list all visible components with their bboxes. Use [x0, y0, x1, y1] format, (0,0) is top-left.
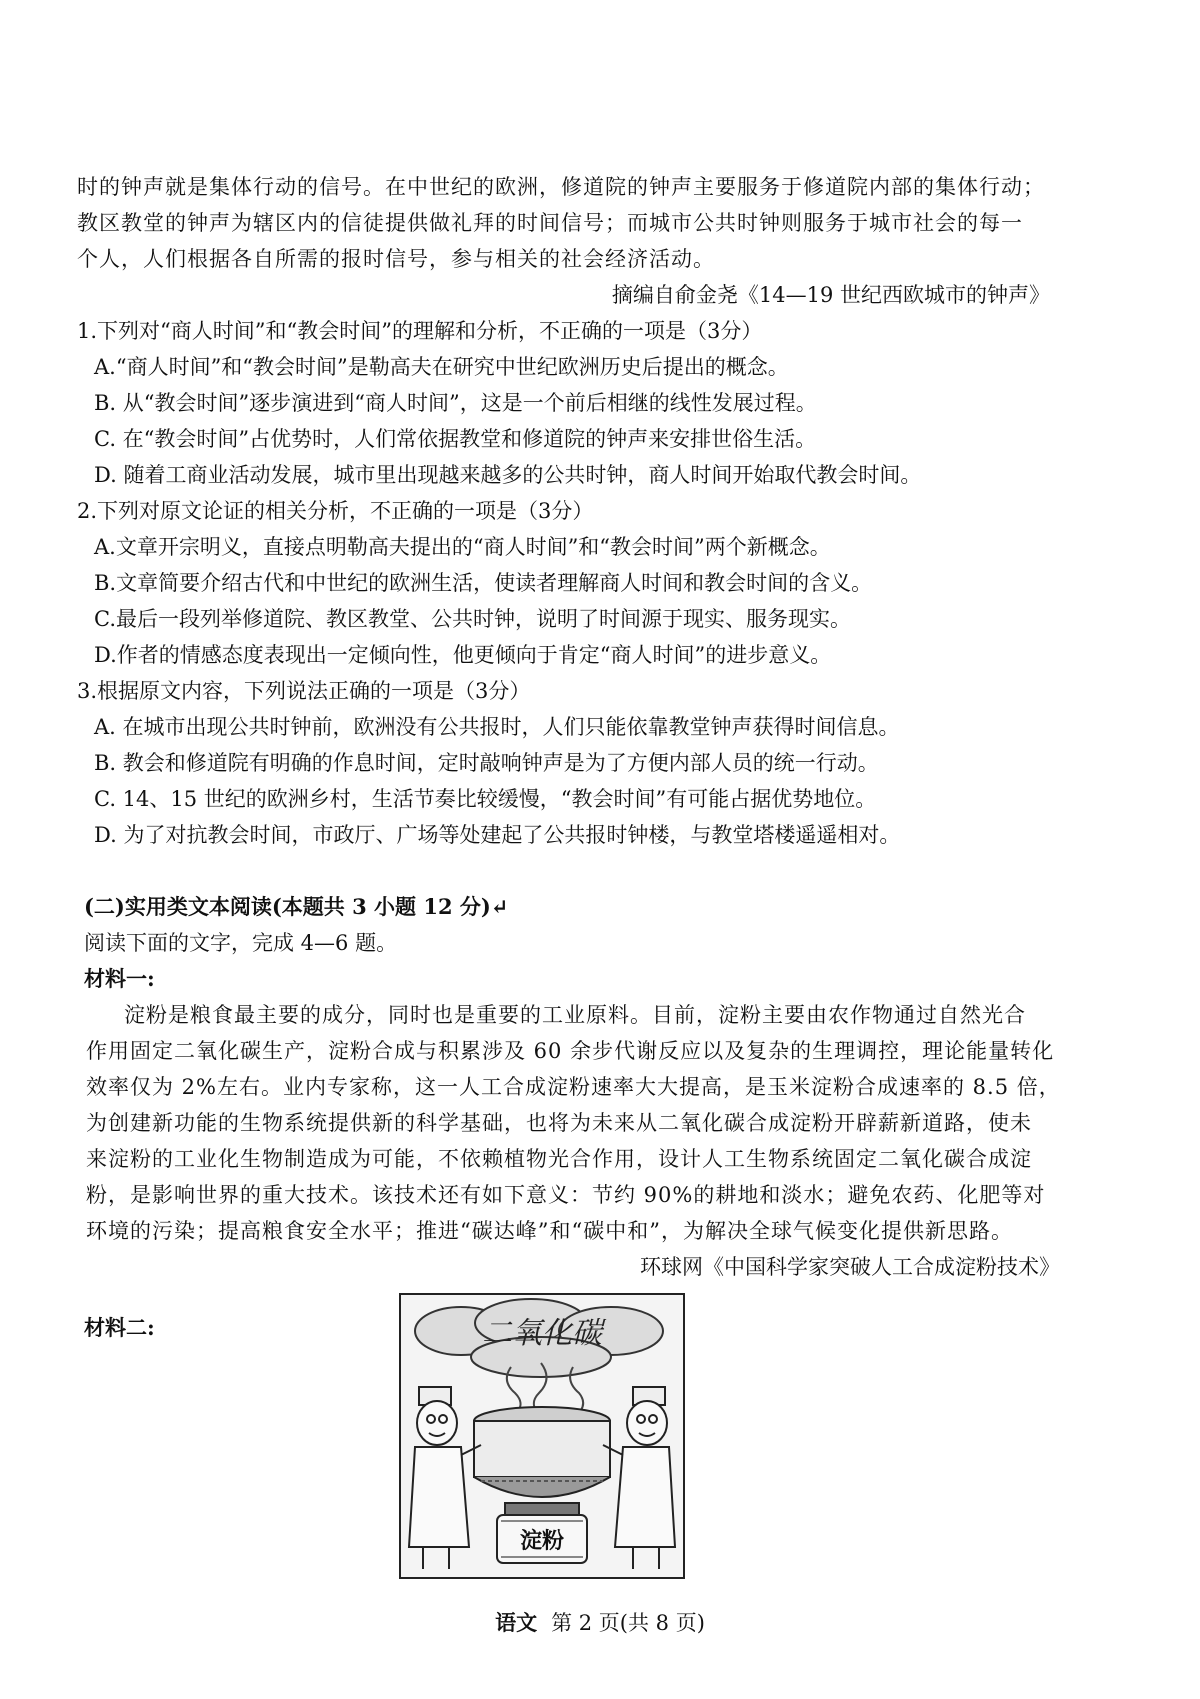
question-2-option-b: B.文章简要介绍古代和中世纪的欧洲生活，使读者理解商人时间和教会时间的含义。: [94, 571, 873, 595]
question-2-option-c: C.最后一段列举修道院、教区教堂、公共时钟，说明了时间源于现实、服务现实。: [94, 607, 851, 631]
passage1-source: 摘编自俞金尧《14—19 世纪西欧城市的钟声》: [611, 283, 1050, 307]
material1-label: 材料一:: [84, 966, 155, 991]
question-3-option-a: A. 在城市出现公共时钟前，欧洲没有公共报时，人们只能依靠教堂钟声获得时间信息。: [94, 715, 900, 739]
cartoon-co2-label: 二氧化碳: [482, 1316, 602, 1351]
cartoon-illustration: [399, 1293, 685, 1579]
material1-source: 环球网《中国科学家突破人工合成淀粉技术》: [640, 1255, 1060, 1279]
footer-page-number: 第 2 页(共 8 页): [551, 1611, 705, 1635]
material1-line: 为创建新功能的生物系统提供新的科学基础，也将为未来从二氧化碳合成淀粉开辟薪新道路，使未: [86, 1111, 1032, 1135]
passage1-line: 教区教堂的钟声为辖区内的信徒提供做礼拜的时间信号；而城市公共时钟则服务于城市社会的每一: [77, 211, 1023, 235]
material2-label: 材料二:: [84, 1315, 155, 1340]
material1-line: 粉，是影响世界的重大技术。该技术还有如下意义：节约 90%的耕地和淡水；避免农药、化肥等对: [86, 1183, 1046, 1207]
footer-subject: 语文: [495, 1610, 538, 1635]
question-1-option-d: D. 随着工商业活动发展，城市里出现越来越多的公共时钟，商人时间开始取代教会时间。: [94, 463, 922, 487]
question-1-option-b: B. 从“教会时间”逐步演进到“商人时间”，这是一个前后相继的线性发展过程。: [94, 391, 817, 415]
cartoon-drawing: [401, 1295, 683, 1577]
question-1-stem: 1.下列对“商人时间”和“教会时间”的理解和分析，不正确的一项是（3分）: [77, 319, 763, 343]
section-instruction: 阅读下面的文字，完成 4—6 题。: [84, 931, 398, 955]
page-footer: [0, 1608, 1200, 1638]
question-2-stem: 2.下列对原文论证的相关分析，不正确的一项是（3分）: [77, 499, 594, 523]
passage1-line: 个人，人们根据各自所需的报时信号，参与相关的社会经济活动。: [77, 247, 715, 271]
scientist-left-icon: [409, 1387, 481, 1569]
question-1-option-a: A.“商人时间”和“教会时间”是勒高夫在研究中世纪欧洲历史后提出的概念。: [94, 355, 789, 379]
cartoon-starch-label: 淀粉: [519, 1529, 565, 1554]
material1-line: 来淀粉的工业化生物制造成为可能，不依赖植物光合作用，设计人工生物系统固定二氧化碳合成淀: [86, 1147, 1032, 1171]
material1-line: 效率仅为 2%左右。业内专家称，这一人工合成淀粉速率大大提高，是玉米淀粉合成速率的 8.5 倍，: [86, 1075, 1061, 1099]
material1-line: 环境的污染；提高粮食安全水平；推进“碳达峰”和“碳中和”，为解决全球气候变化提供新思路。: [86, 1219, 1013, 1243]
question-1-option-c: C. 在“教会时间”占优势时，人们常依据教堂和修道院的钟声来安排世俗生活。: [94, 427, 817, 451]
question-3-option-d: D. 为了对抗教会时间，市政厅、广场等处建起了公共报时钟楼，与教堂塔楼遥遥相对。: [94, 823, 901, 847]
question-2-option-a: A.文章开宗明义，直接点明勒高夫提出的“商人时间”和“教会时间”两个新概念。: [94, 535, 831, 559]
pot-icon: [474, 1407, 610, 1497]
material1-line: 淀粉是粮食最主要的成分，同时也是重要的工业原料。目前，淀粉主要由农作物通过自然光合: [124, 1003, 1026, 1027]
question-3-option-c: C. 14、15 世纪的欧洲乡村，生活节奏比较缓慢，“教会时间”有可能占据优势地位。: [94, 787, 877, 811]
section-heading: (二)实用类文本阅读(本题共 3 小题 12 分)↵: [84, 894, 509, 919]
passage1-line: 时的钟声就是集体行动的信号。在中世纪的欧洲，修道院的钟声主要服务于修道院内部的集体行动；: [77, 175, 1045, 199]
question-2-option-d: D.作者的情感态度表现出一定倾向性，他更倾向于肯定“商人时间”的进步意义。: [94, 643, 832, 667]
question-3-option-b: B. 教会和修道院有明确的作息时间，定时敲响钟声是为了方便内部人员的统一行动。: [94, 751, 879, 775]
material1-line: 作用固定二氧化碳生产，淀粉合成与积累涉及 60 余步代谢反应以及复杂的生理调控，理论能量转化: [86, 1039, 1055, 1063]
question-3-stem: 3.根据原文内容，下列说法正确的一项是（3分）: [77, 679, 531, 703]
scientist-right-icon: [603, 1387, 675, 1569]
